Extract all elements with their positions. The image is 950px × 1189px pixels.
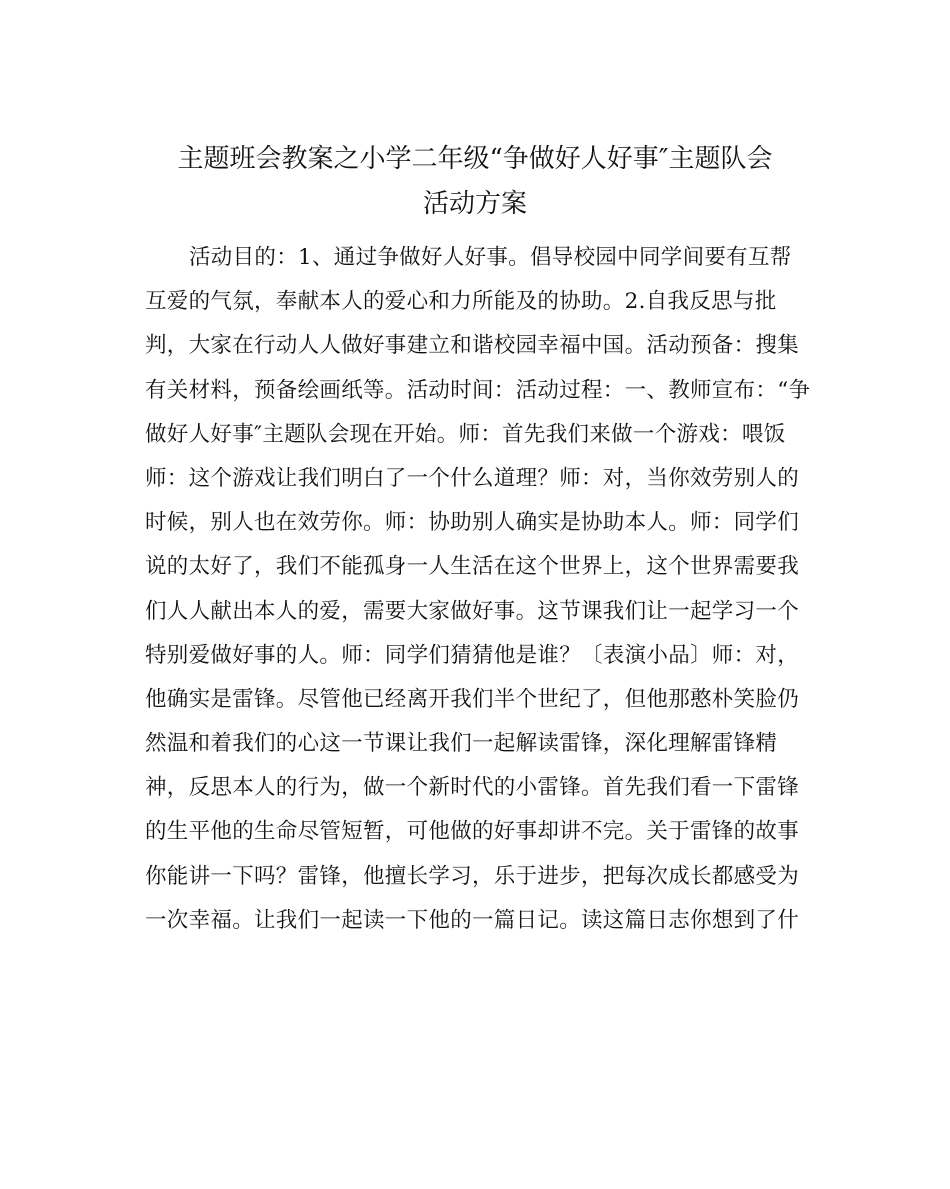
body-line: 你能讲一下吗？雷锋，他擅长学习，乐于进步，把每次成长都感受为 <box>145 863 800 889</box>
document-title-line-2: 活动方案 <box>422 189 527 219</box>
body-line: 活动目的：1、通过争做好人好事。倡导校园中同学间要有互帮 <box>189 245 792 270</box>
body-line: 判，大家在行动人人做好事建立和谐校园幸福中国。活动预备：搜集 <box>145 333 800 359</box>
document-body <box>145 243 815 950</box>
body-line: 互爱的气氛，奉献本人的爱心和力所能及的协助。2.自我反思与批 <box>145 289 777 315</box>
body-line: 的生平他的生命尽管短暂，可他做的好事却讲不完。关于雷锋的故事 <box>145 819 800 845</box>
body-line: 有关材料，预备绘画纸等。活动时间：活动过程：一、教师宣布：“争 <box>145 377 811 403</box>
body-line: 说的太好了，我们不能孤身一人生活在这个世界上，这个世界需要我 <box>145 554 800 580</box>
body-line: 做好人好事″主题队会现在开始。师：首先我们来做一个游戏：喂饭 <box>145 421 786 447</box>
document-title-line-1: 主题班会教案之小学二年级“争做好人好事″主题队会 <box>177 144 773 174</box>
body-line: 时候，别人也在效劳你。师：协助别人确实是协助本人。师：同学们 <box>145 510 800 536</box>
body-line: 然温和着我们的心这一节课让我们一起解读雷锋，深化理解雷锋精 <box>145 731 778 757</box>
body-line: 一次幸福。让我们一起读一下他的一篇日记。读这篇日志你想到了什 <box>145 907 800 933</box>
body-line: 师：这个游戏让我们明白了一个什么道理？师：对，当你效劳别人的 <box>145 465 800 491</box>
body-line: 们人人献出本人的爱，需要大家做好事。这节课我们让一起学习一个 <box>145 598 800 624</box>
body-line: 他确实是雷锋。尽管他已经离开我们半个世纪了，但他那憨朴笑脸仍 <box>145 686 800 712</box>
body-line: 神，反思本人的行为，做一个新时代的小雷锋。首先我们看一下雷锋 <box>145 775 800 801</box>
body-line: 特别爱做好事的人。师：同学们猜猜他是谁？〔表演小品〕师：对， <box>145 642 800 668</box>
